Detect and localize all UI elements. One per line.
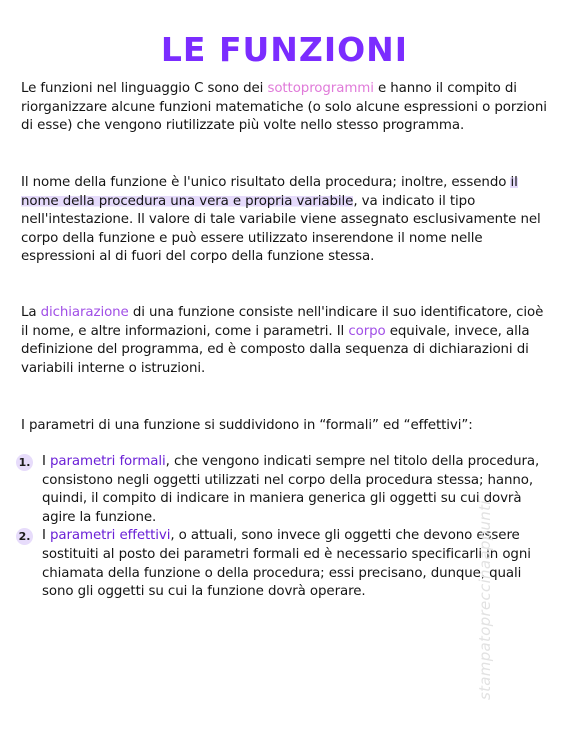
highlight-corpo: corpo [348, 323, 386, 339]
paragraph-parameters: I parametri di una funzione si suddividono in “formali” ed “effettivi”: [21, 418, 473, 433]
list-item [16, 453, 550, 527]
highlight-parametri-effettivi: parametri effettivi [50, 528, 171, 544]
list-text: , che vengono indicati sempre nel titolo della procedura, consistono negli oggetti utilizzati nel corpo della procedura stessa; hanno, quindi, il compito di indicare in maniera generica gli oggetti su cui dovrà agire la funzione. [42, 454, 540, 525]
paragraph-text: equivale, invece, alla definizione del programma, ed è composto dalla sequenza di dichiarazioni di variabili interne o istruzioni. [21, 323, 530, 376]
highlight-dichiarazione: dichiarazione [40, 305, 129, 320]
list-item [16, 527, 550, 601]
watermark-text: stampatopreccinaappunti [476, 500, 494, 700]
paragraph-text: e hanno il compito di riorganizzare alcune funzioni matematiche (o solo alcune espressioni o porzioni di esse) che vengono riutilizzate più volte nello stesso programma. [21, 81, 547, 134]
paragraph-text: di una funzione consiste nell'indicare il suo identificatore, cioè il nome, e altre informazioni, come i parametri. Il [21, 305, 544, 339]
list-number-badge: 1. [16, 454, 33, 471]
parameters-list [16, 453, 550, 602]
list-text: I [42, 454, 51, 469]
paragraph-text: La [21, 305, 41, 320]
page-title: LE FUNZIONI [160, 30, 409, 69]
highlight-sottoprogrammi: sottoprogrammi [267, 81, 374, 96]
list-text: I [42, 528, 51, 544]
paragraph-intro [21, 80, 549, 136]
paragraph-text: Le funzioni nel linguaggio C sono dei [21, 81, 268, 96]
paragraph-function-name [21, 174, 549, 267]
marked-phrase: il nome della procedura una vera e propria variabile [21, 175, 518, 209]
highlight-parametri-formali: parametri formali [50, 454, 166, 469]
list-number-badge: 2. [16, 528, 33, 545]
paragraph-declaration [21, 304, 549, 378]
paragraph-text: , va indicato il tipo nell'intestazione. Il valore di tale variabile viene assegnato esclusivamente nel corpo della funzione e può essere utilizzato inserendone il nome nelle espressioni al di fuori del corpo della funzione stessa. [21, 193, 541, 265]
paragraph-text: Il nome della funzione è l'unico risultato della procedura; inoltre, essendo [21, 175, 511, 190]
list-text: , o attuali, sono invece gli oggetti che devono essere sostituiti al posto dei parametri formali ed è necessario specificarli in ogni chiamata della funzione o della procedura; essi precisano, dunque, quali sono gli oggetti su cui la funzione dovrà operare. [42, 528, 531, 600]
